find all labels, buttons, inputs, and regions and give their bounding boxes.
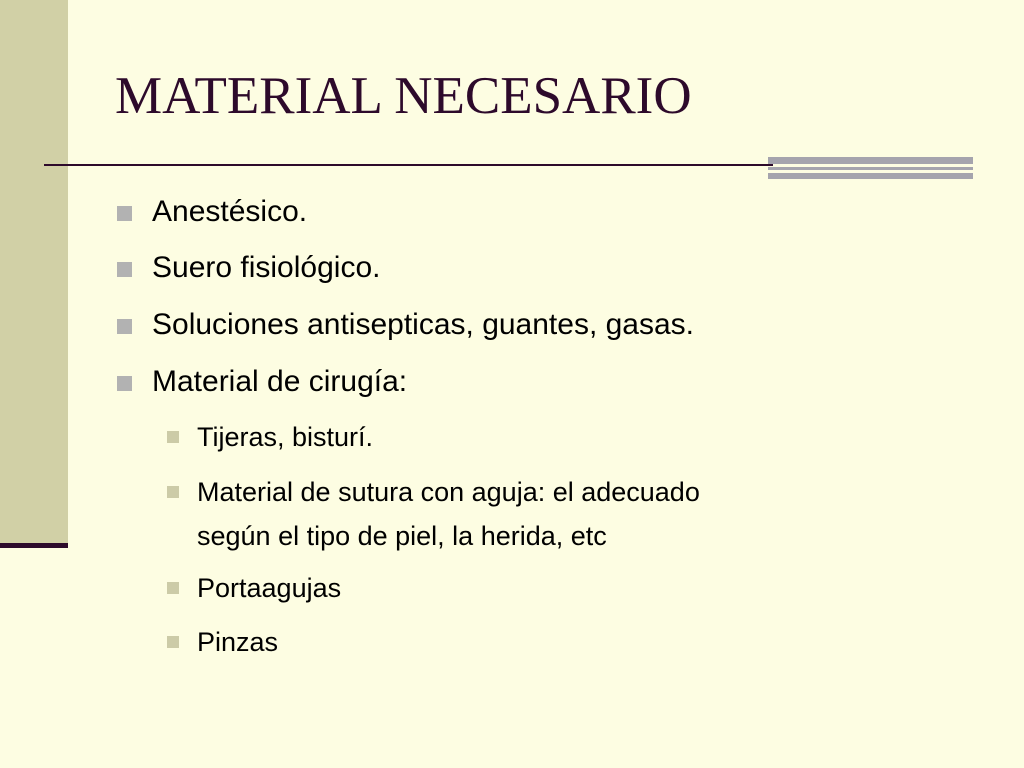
bullet-item-material-cirugia [152, 364, 407, 400]
square-bullet-icon [117, 376, 132, 391]
sub-bullet-text: Pinzas [197, 627, 279, 657]
bullet-text: Anestésico. [152, 195, 308, 228]
slide-title: MATERIAL NECESARIO [115, 67, 692, 125]
sub-bullet-text: Tijeras, bisturí. [197, 422, 374, 452]
bullet-text: Material de cirugía: [152, 365, 408, 398]
sub-bullet-text-line1: Material de sutura con aguja: el adecuado [197, 477, 700, 507]
sub-bullet-item-tijeras [197, 415, 373, 459]
square-bullet-icon [117, 319, 132, 334]
sub-bullet-item-pinzas [197, 620, 278, 664]
square-bullet-icon [167, 431, 179, 443]
sub-bullet-text: Portaagujas [197, 573, 342, 603]
square-bullet-icon [167, 636, 179, 648]
bullet-item-soluciones [152, 307, 694, 343]
bullet-item-anestesico [152, 194, 307, 230]
bullet-text: Soluciones antisepticas, guantes, gasas. [152, 308, 695, 341]
square-bullet-icon [167, 486, 179, 498]
square-bullet-icon [117, 262, 132, 277]
sub-bullet-text-line2: según el tipo de piel, la herida, etc [197, 521, 607, 551]
square-bullet-icon [167, 582, 179, 594]
sub-bullet-item-sutura [197, 470, 700, 558]
bullet-item-suero [152, 250, 380, 286]
bullet-text: Suero fisiológico. [152, 251, 381, 284]
sub-bullet-item-portaagujas [197, 566, 341, 610]
square-bullet-icon [117, 206, 132, 221]
